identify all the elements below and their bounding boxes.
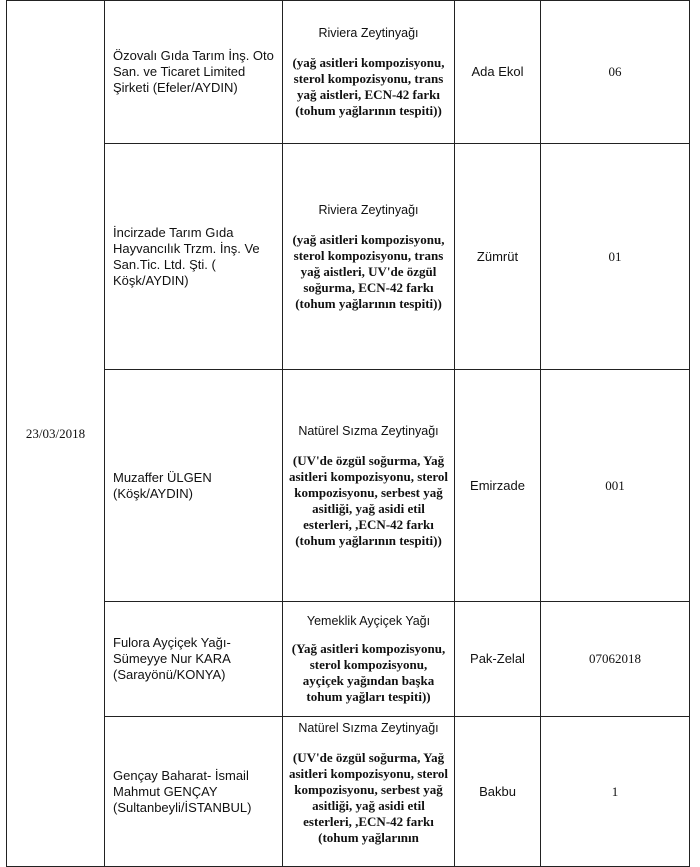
company-cell: Muzaffer ÜLGEN (Köşk/AYDIN)	[105, 370, 283, 602]
batch-cell: 1	[541, 717, 690, 867]
batch-cell: 06	[541, 1, 690, 144]
table-row	[7, 144, 690, 370]
test-description: (UV'de özgül soğurma, Yağ asitleri kompozisyonu, sterol kompozisyonu, serbest yağ asitliği, yağ asidi etil esterleri, ,ECN-42 farkı (tohum yağlarının	[289, 750, 449, 845]
product-name: Riviera Zeytinyağı	[318, 26, 419, 40]
brand-cell: Ada Ekol	[455, 1, 541, 144]
table-row	[7, 602, 690, 717]
company-cell: Özovalı Gıda Tarım İnş. Oto San. ve Ticaret Limited Şirketi (Efeler/AYDIN)	[105, 1, 283, 144]
product-name: Natürel Sızma Zeytinyağı	[298, 423, 439, 438]
product-cell	[283, 370, 455, 602]
company-cell: Fulora Ayçiçek Yağı- Sümeyye Nur KARA (Sarayönü/KONYA)	[105, 602, 283, 717]
brand-cell: Emirzade	[455, 370, 541, 602]
brand-cell: Zümrüt	[455, 144, 541, 370]
test-description: (Yağ asitleri kompozisyonu, sterol kompozisyonu, ayçiçek yağından başka tohum yağları tespiti))	[291, 641, 446, 704]
table-row	[7, 717, 690, 867]
product-cell	[283, 602, 455, 717]
inspection-table	[6, 0, 690, 867]
batch-cell: 07062018	[541, 602, 690, 717]
company-cell: Gençay Baharat- İsmail Mahmut GENÇAY (Sultanbeyli/İSTANBUL)	[105, 717, 283, 867]
company-cell: İncirzade Tarım Gıda Hayvancılık Trzm. İnş. Ve San.Tic. Ltd. Şti. ( Köşk/AYDIN)	[105, 144, 283, 370]
brand-cell: Bakbu	[455, 717, 541, 867]
brand-cell: Pak-Zelal	[455, 602, 541, 717]
product-name: Yemeklik Ayçiçek Yağı	[306, 614, 431, 628]
table-row	[7, 1, 690, 144]
date-cell: 23/03/2018	[7, 1, 105, 867]
batch-cell: 01	[541, 144, 690, 370]
test-description: (UV'de özgül soğurma, Yağ asitleri kompozisyonu, sterol kompozisyonu, serbest yağ asitliği, yağ asidi etil esterleri, ,ECN-42 farkı (tohum yağlarının tespiti))	[289, 452, 449, 548]
test-description: (yağ asitleri kompozisyonu, sterol kompozisyonu, trans yağ aistleri, ECN-42 farkı (tohum yağlarının tespiti))	[292, 55, 445, 118]
test-description: (yağ asitleri kompozisyonu, sterol kompozisyonu, trans yağ aistleri, UV'de özgül soğurma, ECN-42 farkı (tohum yağlarının tespiti))	[292, 231, 445, 311]
product-name: Riviera Zeytinyağı	[318, 202, 419, 217]
product-name: Natürel Sızma Zeytinyağı	[298, 721, 439, 735]
table-row	[7, 370, 690, 602]
batch-cell: 001	[541, 370, 690, 602]
product-cell	[283, 1, 455, 144]
product-cell	[283, 717, 455, 867]
product-cell	[283, 144, 455, 370]
